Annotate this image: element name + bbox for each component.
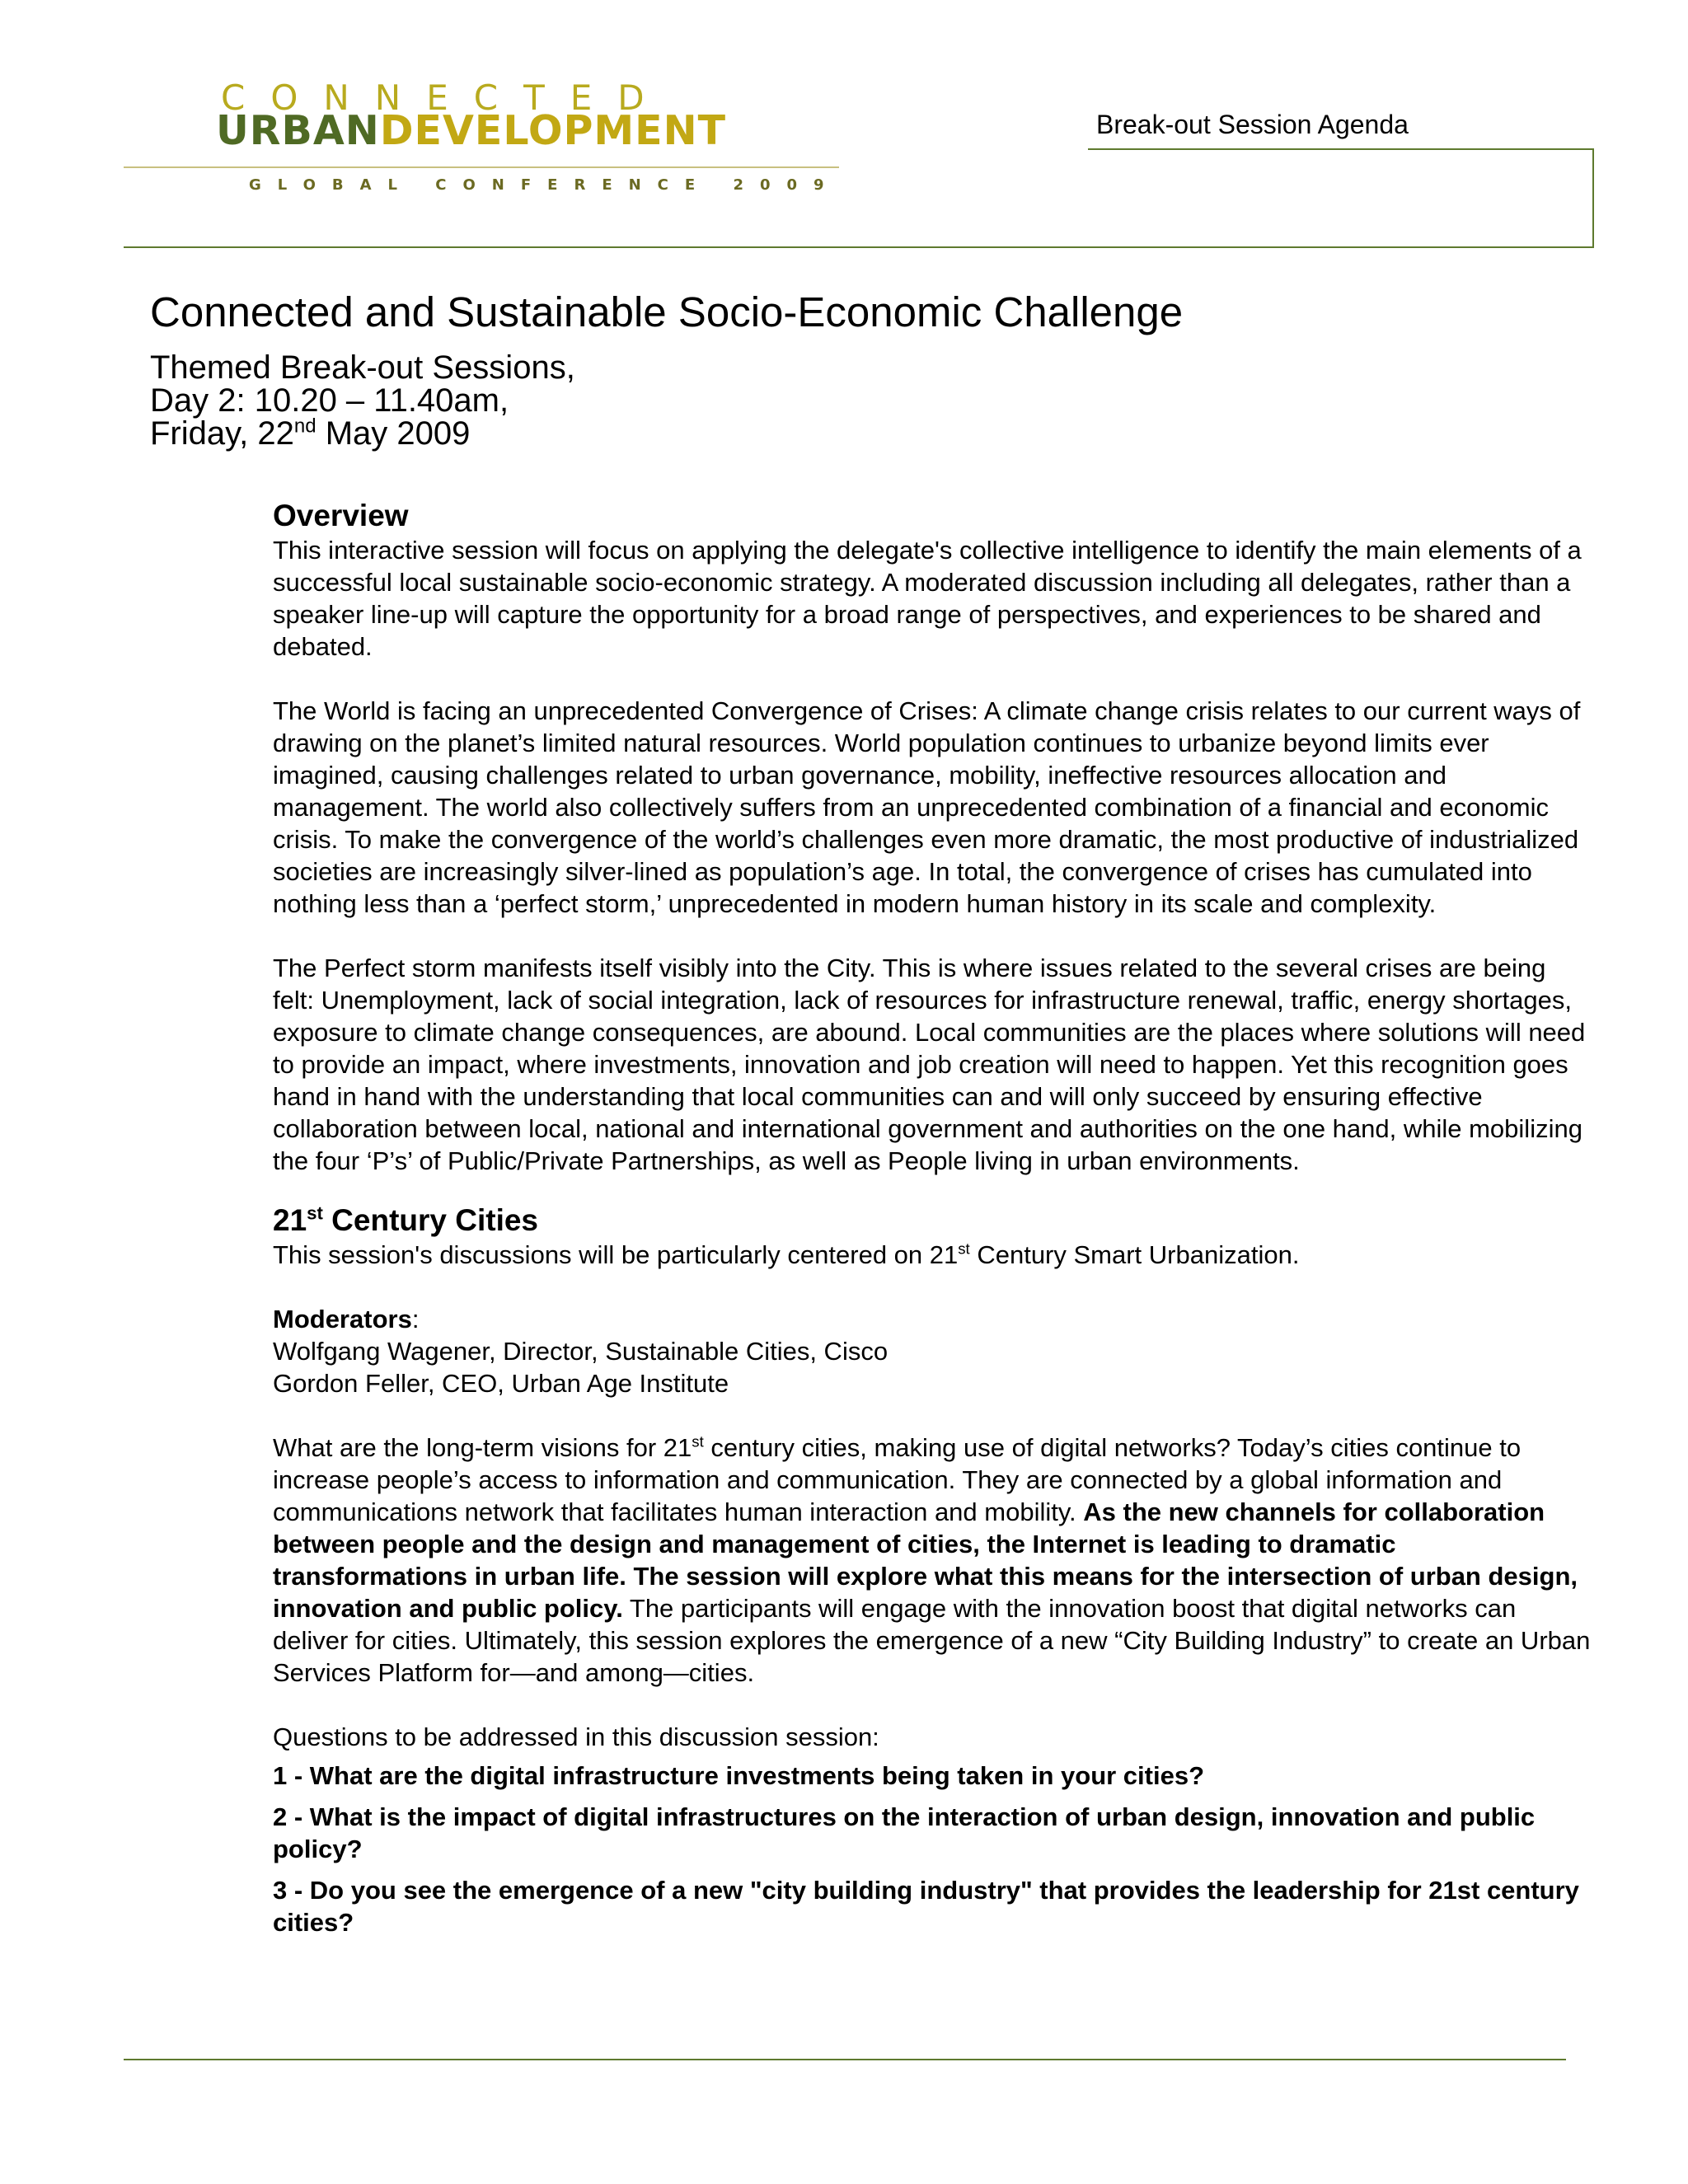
footer-divider (124, 2059, 1566, 2060)
vision-post: The participants will engage with the innovation boost that digital networks can deliver for cities. Ultimately, this session explores the emergence of a new “City Building Industry” to create an Urban Services Platform for—and among—cities. (273, 1594, 1591, 1687)
moderators-colon: : (411, 1305, 420, 1333)
agenda-label: Break-out Session Agenda (1096, 110, 1409, 139)
cities-intro-sup: st (958, 1240, 970, 1258)
cities-heading-num: 21 (273, 1203, 307, 1237)
questions-intro: Questions to be addressed in this discussion session: (273, 1722, 879, 1751)
logo-urban-text: URBAN (216, 107, 380, 154)
cities-heading (273, 1202, 1592, 1239)
cities-heading-rest: Century Cities (322, 1203, 539, 1237)
overview-paragraph-3: The Perfect storm manifests itself visibly into the City. This is where issues related to the several crises are being felt: Unemployment, lack of social integration, lack of resources for infrastructure renewal, traffic, energy shortages, exposure to climate change consequences, are abound. Local communities are the places where solutions will need to provide an impact, where investments, innovation and job creation will need to happen. Yet this recognition goes hand in hand with the understanding that local communities can and will only succeed by ensuring effective collaboration between local, national and international government and authorities on the one hand, while mobilizing the four ‘P’s’ of Public/Private Partnerships, as well as People living in urban environments. (273, 954, 1586, 1175)
logo-conference-text: GLOBAL CONFERENCE 2009 (249, 176, 841, 194)
logo-development-text: DEVELOPMENT (379, 107, 727, 154)
moderators-label: Moderators (273, 1305, 412, 1333)
overview-heading: Overview (273, 499, 409, 532)
subtitle-line-2: Day 2: 10.20 – 11.40am, (150, 382, 509, 419)
vision-sup: st (692, 1432, 704, 1451)
agenda-divider (1088, 148, 1593, 150)
vision-paragraph (273, 1432, 1592, 1689)
logo-urban-development (216, 107, 727, 154)
document-body (273, 497, 1592, 1938)
subtitle-date-pre: Friday, 22 (150, 415, 294, 452)
vision-mid: century cities, making use of digital networks? Today’s cities continue to increase people’s access to information and communication. They are connected by a global information and communications network that facilitates human interaction and mobility. (273, 1433, 1522, 1526)
overview-paragraph-2: The World is facing an unprecedented Convergence of Crises: A climate change crisis relates to our current ways of drawing on the planet’s limited natural resources. World population continues to urbanize beyond limits ever imagined, causing challenges related to urban governance, mobility, ineffective resources allocation and management. The world also collectively suffers from an unprecedented combination of a financial and economic crisis. To make the convergence of the world’s challenges even more dramatic, the most productive of industrialized societies are increasingly silver-lined as population’s age. In total, the convergence of crises has cumulated into nothing less than a ‘perfect storm,’ unprecedented in modern human history in its scale and complexity. (273, 696, 1581, 918)
question-1: 1 - What are the digital infrastructure investments being taken in your cities? (273, 1761, 1205, 1790)
vision-pre: What are the long-term visions for 21 (273, 1433, 692, 1462)
overview-paragraph-1: This interactive session will focus on applying the delegate's collective intelligence to identify the main elements of a successful local sustainable socio-economic strategy. A moderated discussion including all delegates, rather than a speaker line-up will capture the opportunity for a broad range of perspectives, and experiences to be shared and debated. (273, 536, 1582, 661)
session-subtitle (150, 351, 575, 450)
moderators-label-line (273, 1303, 1592, 1335)
page-title: Connected and Sustainable Socio-Economic Challenge (150, 288, 1184, 335)
cities-intro (273, 1239, 1592, 1271)
moderator-1: Wolfgang Wagener, Director, Sustainable Cities, Cisco (273, 1337, 889, 1366)
question-3: 3 - Do you see the emergence of a new "city building industry" that provides the leadership for 21st century cities? (273, 1876, 1579, 1937)
cities-intro-pre: This session's discussions will be particularly centered on 21 (273, 1240, 959, 1269)
cities-heading-sup: st (307, 1202, 323, 1224)
question-2: 2 - What is the impact of digital infrastructures on the interaction of urban design, innovation and public policy? (273, 1802, 1536, 1863)
agenda-vertical-divider (1592, 148, 1594, 247)
subtitle-date-post: May 2009 (316, 415, 471, 452)
subtitle-line-1: Themed Break-out Sessions, (150, 349, 575, 386)
logo-connected-text: CONNECTED (221, 77, 670, 118)
cities-intro-post: Century Smart Urbanization. (969, 1240, 1300, 1269)
moderator-2: Gordon Feller, CEO, Urban Age Institute (273, 1369, 729, 1398)
logo-divider (124, 166, 839, 168)
vision-bold: As the new channels for collaboration between people and the design and management of cities, the Internet is leading to dramatic transformations in urban life. The session will explore what this means for the intersection of urban design, innovation and public policy. (273, 1497, 1578, 1623)
subtitle-date-sup: nd (293, 415, 316, 438)
header-divider (124, 246, 1594, 248)
subtitle-line-3 (150, 417, 575, 450)
